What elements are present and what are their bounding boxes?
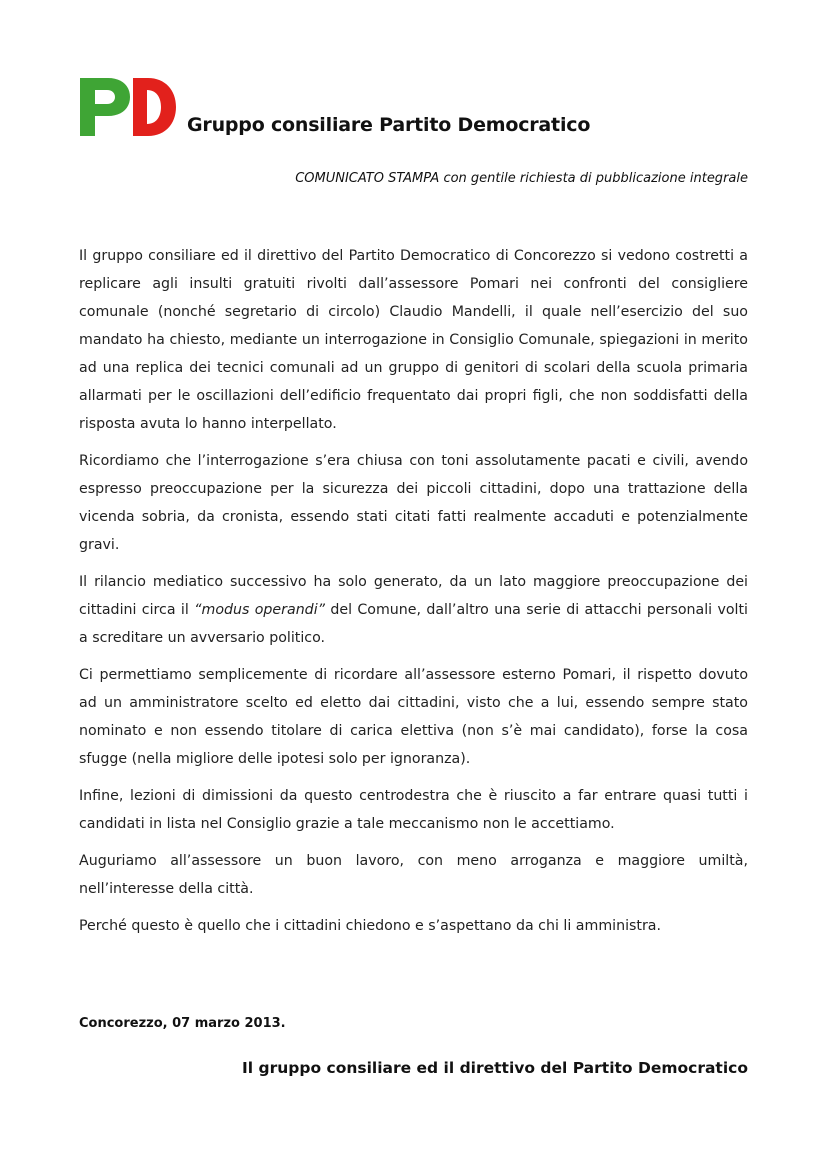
paragraph-5: Infine, lezioni di dimissioni da questo centrodestra che è riuscito a far entrare quasi tutti i candidati in lista nel Consiglio grazie a tale meccanismo non le accettiamo. <box>79 788 748 832</box>
paragraph-6: Auguriamo all’assessore un buon lavoro, con meno arroganza e maggiore umiltà, nell’interesse della città. <box>79 853 748 897</box>
press-release-subtitle: COMUNICATO STAMPA con gentile richiesta di pubblicazione integrale <box>295 171 748 186</box>
press-release-body <box>79 242 748 949</box>
place-date: Concorezzo, 07 marzo 2013. <box>79 1016 286 1031</box>
paragraph-2: Ricordiamo che l’interrogazione s’era chiusa con toni assolutamente pacati e civili, avendo espresso preoccupazione per la sicurezza dei piccoli cittadini, dopo una trattazione della vicenda sobria, da cronista, essendo stati citati fatti realmente accaduti e potenzialmente gravi. <box>79 453 748 553</box>
pd-party-logo-icon <box>80 78 176 136</box>
paragraph-3-emphasis: “modus operandi” <box>194 602 325 618</box>
signature: Il gruppo consiliare ed il direttivo del Partito Democratico <box>242 1059 748 1077</box>
paragraph-3 <box>79 568 748 652</box>
paragraph-3-text-after: del Comune, dall’altro una serie di attacchi personali volti a screditare un avversario politico. <box>79 602 748 646</box>
paragraph-4: Ci permettiamo semplicemente di ricordare all’assessore esterno Pomari, il rispetto dovuto ad un amministratore scelto ed eletto dai cittadini, visto che a lui, essendo sempre stato nominato e non essendo titolare di carica elettiva (non s’è mai candidato), forse la cosa sfugge (nella migliore delle ipotesi solo per ignoranza). <box>79 667 748 767</box>
paragraph-1: Il gruppo consiliare ed il direttivo del Partito Democratico di Concorezzo si vedono costretti a replicare agli insulti gratuiti rivolti dall’assessore Pomari nei confronti del consigliere comunale (nonché segretario di circolo) Claudio Mandelli, il quale nell’esercizio del suo mandato ha chiesto, mediante un interrogazione in Consiglio Comunale, spiegazioni in merito ad una replica dei tecnici comunali ad un gruppo di genitori di scolari della scuola primaria allarmati per le oscillazioni dell’edificio frequentato dai propri figli, che non soddisfatti della risposta avuta lo hanno interpellato. <box>79 248 748 432</box>
paragraph-7: Perché questo è quello che i cittadini chiedono e s’aspettano da chi li amministra. <box>79 918 662 934</box>
page-title: Gruppo consiliare Partito Democratico <box>187 114 591 136</box>
paragraph-3-text-before: Il rilancio mediatico successivo ha solo generato, da un lato maggiore preoccupazione dei cittadini circa il <box>79 574 748 618</box>
